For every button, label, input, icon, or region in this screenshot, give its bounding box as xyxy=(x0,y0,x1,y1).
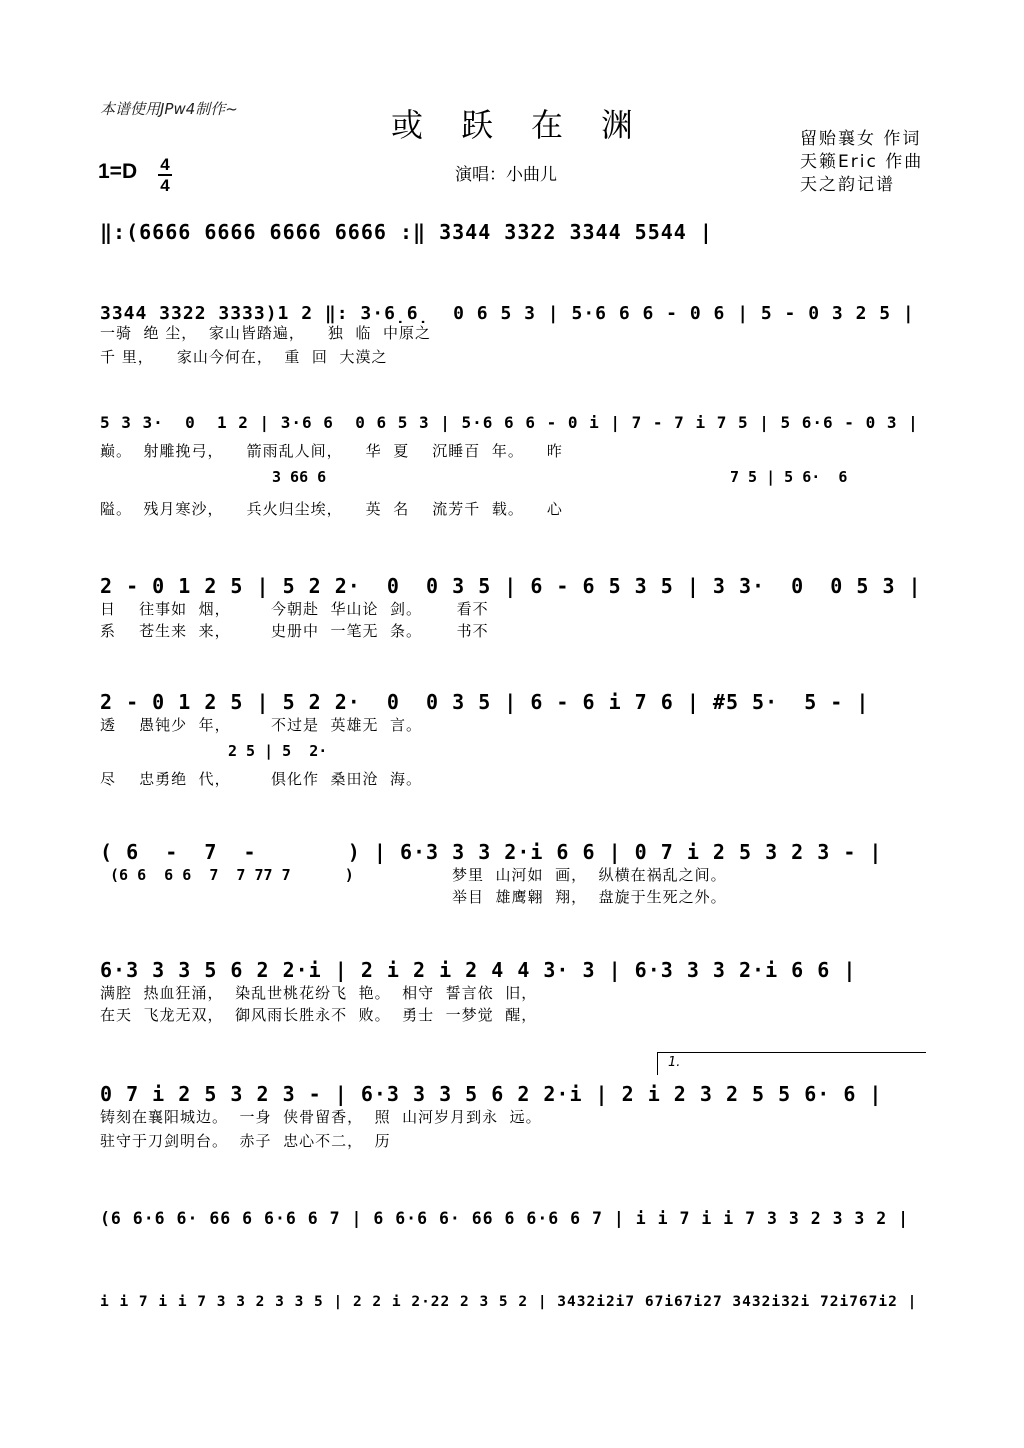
lyrics-verse-2: 举目 雄鹰翱 翔， 盘旋于生死之外。 xyxy=(452,888,727,906)
time-signature-top: 4 xyxy=(160,155,170,174)
volta-label: 1. xyxy=(668,1055,681,1070)
score-system-10 xyxy=(100,1266,930,1310)
score-system-5 xyxy=(100,670,930,714)
software-note: 本谱使用JPw4制作~ xyxy=(100,100,238,118)
alternate-notes: 2 5 | 5 2· xyxy=(228,742,328,760)
notation-row: ‖:(6666 6666 6666 6666 :‖ 3344 3322 3344 5544 | xyxy=(100,220,713,244)
score-system-4 xyxy=(100,554,930,598)
score-system-2 xyxy=(100,280,930,324)
lyrics-verse-2: 千 里， 家山今何在， 重 回 大漠之 xyxy=(100,348,388,366)
singer: 演唱：小曲儿 xyxy=(455,165,557,185)
notation-row: 3344 3322 3333)1 2 ‖: 3·6̣6̣ 0 6 5 3 | 5·6 6 6 - 0 6 | 5 - 0 3 2 5 | xyxy=(100,303,915,324)
score-system-1 xyxy=(100,200,930,244)
lyrics-verse-2: 隘。 残月寒沙， 兵火归尘埃， 英 名 流芳千 载。 心 xyxy=(100,500,563,518)
lyrics-verse-1: 满腔 热血狂涌， 染乱世桃花纷飞 艳。 相守 誓言依 旧， xyxy=(100,984,538,1002)
lyrics-verse-1: 铸刻在襄阳城边。 一身 侠骨留香， 照 山河岁月到永 远。 xyxy=(100,1108,542,1126)
score-system-7 xyxy=(100,938,930,982)
notation-row: 2 - 0 1 2 5 | 5 2 2· 0 0 3 5 | 6 - 6 i 7 6 | #5 5· 5 - | xyxy=(100,690,870,714)
alternate-notes: 3 66 6 xyxy=(272,468,327,486)
notation-row: 5 3 3· 0 1 2 | 3·6 6 0 6 5 3 | 5·6 6 6 - 0 i | 7 - 7 i 7 5 | 5 6·6 - 0 3 | xyxy=(100,413,919,432)
lyrics-verse-1: 梦里 山河如 画， 纵横在祸乱之间。 xyxy=(452,866,727,884)
score-system-3 xyxy=(100,388,930,432)
notation-row: ( 6 - 7 - ) | 6·3 3 3 2·i 6 6 | 0 7 i 2 5 3 2 3 - | xyxy=(100,840,883,864)
lyrics-verse-1: 透 愚钝少 年， 不过是 英雄无 言。 xyxy=(100,716,423,734)
credits xyxy=(800,128,923,197)
lyrics-verse-1: 日 往事如 烟， 今朝赴 华山论 剑。 看不 xyxy=(100,600,489,618)
key-signature: 1=D xyxy=(98,160,138,183)
lyrics-verse-2: 在天 飞龙无双， 御风雨长胜永不 败。 勇士 一梦觉 醒， xyxy=(100,1006,538,1024)
lyrics-verse-2: 驻守于刀剑明台。 赤子 忠心不二， 历 xyxy=(100,1132,391,1150)
song-title: 或跃在渊 xyxy=(390,106,671,144)
notation-row: 6·3 3 3 5 6 2 2·i | 2 i 2 i 2 4 4 3· 3 | 6·3 3 3 2·i 6 6 | xyxy=(100,958,857,982)
credit-composer: 天籁Eric 作曲 xyxy=(800,152,924,172)
alternate-notes: (6 6 6 6 7 7 77 7 ) xyxy=(110,866,354,884)
notation-row: i i 7 i i 7 3 3 2 3 3 5 | 2 2 i 2·22 2 3 5 2 | 3432i2i7 67i67i27 3432i32i 72i767i2 | xyxy=(100,1294,918,1310)
credit-lyricist: 留贻襄女 作词 xyxy=(800,129,922,149)
lyrics-verse-2: 系 苍生来 来， 史册中 一笔无 条。 书不 xyxy=(100,622,489,640)
lyrics-verse-2: 尽 忠勇绝 代， 俱化作 桑田沧 海。 xyxy=(100,770,423,788)
time-signature xyxy=(158,156,172,194)
score-system-9 xyxy=(100,1184,930,1228)
lyrics-verse-1: 巅。 射雕挽弓， 箭雨乱人间， 华 夏 沉睡百 年。 昨 xyxy=(100,442,563,460)
score-system-6 xyxy=(100,820,930,864)
notation-row: 0 7 i 2 5 3 2 3 - | 6·3 3 3 5 6 2 2·i | 2 i 2 3 2 5 5 6· 6 | xyxy=(100,1082,883,1106)
time-signature-bottom: 4 xyxy=(160,176,170,195)
credit-transcriber: 天之韵记谱 xyxy=(800,175,895,195)
score-system-8 xyxy=(100,1062,930,1106)
alternate-notes: 7 5 | 5 6· 6 xyxy=(730,468,848,486)
notation-row: (6 6·6 6· 66 6 6·6 6 7 | 6 6·6 6· 66 6 6·6 6 7 | i i 7 i i 7 3 3 2 3 3 2 | xyxy=(100,1209,910,1228)
lyrics-verse-1: 一骑 绝 尘， 家山皆踏遍， 独 临 中原之 xyxy=(100,324,431,342)
notation-row: 2 - 0 1 2 5 | 5 2 2· 0 0 3 5 | 6 - 6 5 3 5 | 3 3· 0 0 5 3 | xyxy=(100,574,922,598)
